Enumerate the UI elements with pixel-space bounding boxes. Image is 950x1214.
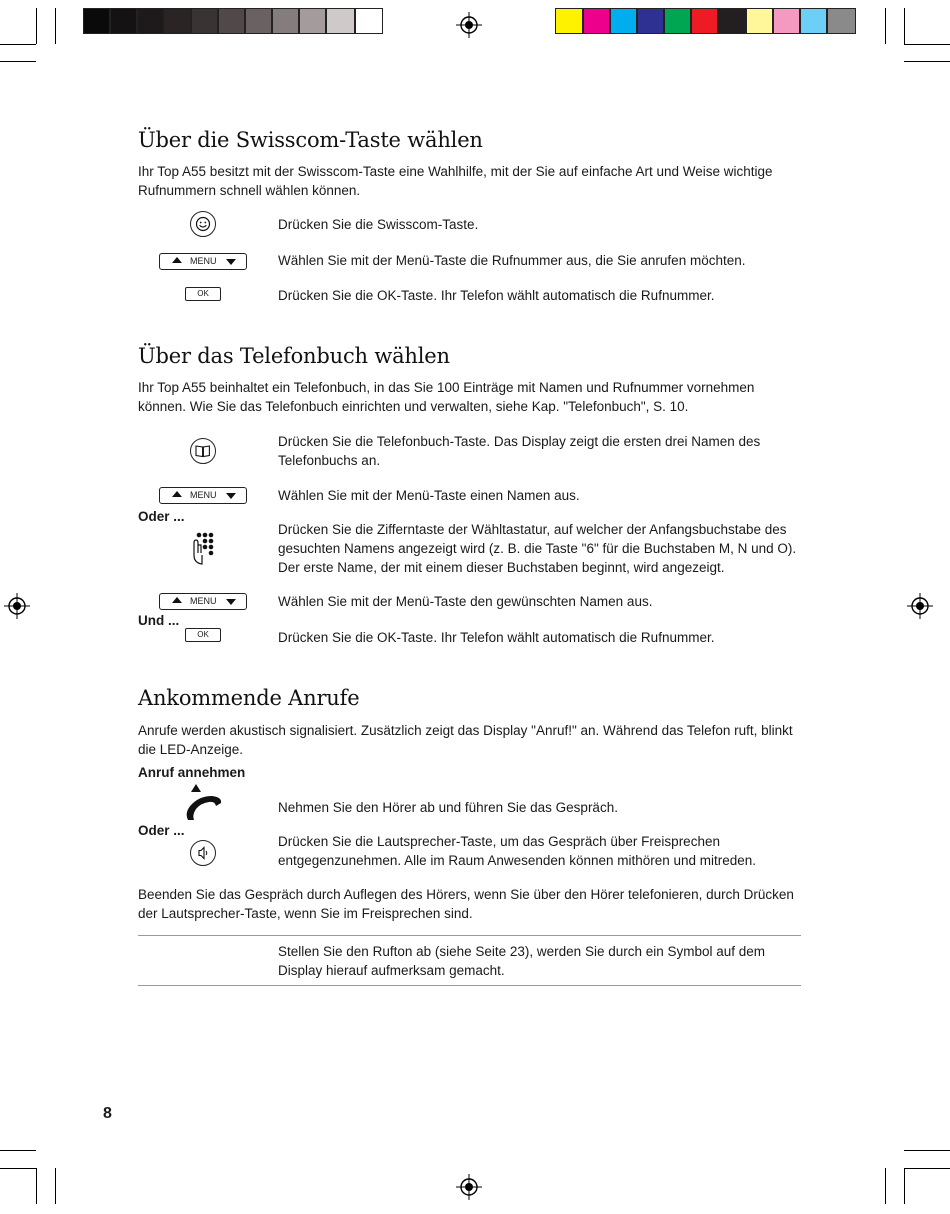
gray-swatch	[272, 8, 299, 34]
alternative-label: Und ...	[138, 613, 180, 628]
section-title-swisscom: Über die Swisscom-Taste wählen	[138, 128, 483, 152]
alternative-label: Oder ...	[138, 509, 185, 524]
color-swatch	[773, 8, 800, 34]
handset-lift-icon	[182, 784, 226, 824]
ok-key-label: OK	[197, 289, 209, 298]
gray-swatch	[326, 8, 355, 34]
subheading: Anruf annehmen	[138, 765, 246, 780]
section-intro: Anrufe werden akustisch signalisiert. Zusätzlich zeigt das Display "Anruf!" an. Während das Telefon ruft, blinkt die LED-Anzeige.	[138, 723, 793, 757]
step-text: Wählen Sie mit der Menü-Taste den gewünschten Namen aus.	[278, 594, 653, 609]
menu-key-icon	[159, 253, 247, 270]
step-text: Drücken Sie die Zifferntaste der Wähltastatur, auf welcher der Anfangsbuchstabe des gesuchten Namens angezeigt wird (z. B. die Taste "6" für die Buchstaben M, N und O). Der erste Name, der mit einem dieser Buchstaben beginnt, wird angezeigt.	[278, 522, 797, 575]
registration-mark-icon	[456, 12, 482, 38]
section-intro: Ihr Top A55 beinhaltet ein Telefonbuch, in das Sie 100 Einträge mit Namen und Rufnummer vornehmen können. Wie Sie das Telefonbuch einrichten und verwalten, siehe Kap. "Telefonbuch", S. 10.	[138, 380, 755, 414]
ok-key-icon	[185, 628, 221, 642]
step-text: Wählen Sie mit der Menü-Taste die Rufnummer aus, die Sie anrufen möchten.	[278, 253, 746, 268]
registration-mark-icon	[456, 1174, 482, 1200]
keypad-icon	[190, 531, 218, 567]
color-swatch	[800, 8, 827, 34]
registration-mark-icon	[907, 593, 933, 619]
gray-swatch	[355, 8, 383, 34]
registration-mark-icon	[4, 593, 30, 619]
gray-swatch	[83, 8, 110, 34]
step-text: Nehmen Sie den Hörer ab und führen Sie das Gespräch.	[278, 800, 618, 815]
color-swatch	[691, 8, 718, 34]
gray-swatch	[164, 8, 191, 34]
gray-swatch	[191, 8, 218, 34]
color-swatch	[664, 8, 691, 34]
step-text: Drücken Sie die Telefonbuch-Taste. Das Display zeigt die ersten drei Namen des Telefonbuchs an.	[278, 434, 761, 468]
color-swatch	[637, 8, 664, 34]
note-divider-top	[138, 935, 801, 936]
gray-swatch	[110, 8, 137, 34]
ok-key-label: OK	[197, 630, 209, 639]
note-text: Stellen Sie den Rufton ab (siehe Seite 23), werden Sie durch ein Symbol auf dem Display hierauf aufmerksam gemacht.	[278, 944, 766, 978]
color-swatch	[555, 8, 583, 34]
alternative-label: Oder ...	[138, 823, 185, 838]
step-text: Drücken Sie die OK-Taste. Ihr Telefon wählt automatisch die Rufnummer.	[278, 288, 715, 303]
menu-key-label: MENU	[190, 256, 217, 266]
menu-key-label: MENU	[190, 596, 217, 606]
section-title-incoming: Ankommende Anrufe	[138, 686, 360, 710]
ok-key-icon	[185, 287, 221, 301]
menu-key-icon	[159, 593, 247, 610]
closing-paragraph: Beenden Sie das Gespräch durch Auflegen des Hörers, wenn Sie über den Hörer telefonieren, durch Drücken der Lautsprecher-Taste, wenn Sie im Freisprechen sind.	[138, 887, 794, 921]
gray-swatch	[137, 8, 164, 34]
section-title-phonebook: Über das Telefonbuch wählen	[138, 344, 450, 368]
step-text: Drücken Sie die Swisscom-Taste.	[278, 217, 479, 232]
page-number: 8	[103, 1105, 112, 1122]
speaker-key-icon	[190, 840, 216, 866]
color-swatch	[610, 8, 637, 34]
swisscom-key-icon	[190, 211, 216, 237]
note-divider-bottom	[138, 985, 801, 986]
color-swatch	[827, 8, 856, 34]
step-text: Wählen Sie mit der Menü-Taste einen Namen aus.	[278, 488, 580, 503]
step-text: Drücken Sie die Lautsprecher-Taste, um das Gespräch über Freisprechen entgegenzunehmen. Alle im Raum Anwesenden können mithören und mitreden.	[278, 834, 757, 868]
color-swatch	[718, 8, 746, 34]
section-intro: Ihr Top A55 besitzt mit der Swisscom-Taste eine Wahlhilfe, mit der Sie auf einfache Art und Weise wichtige Rufnummern schnell wählen können.	[138, 164, 773, 198]
gray-swatch	[245, 8, 272, 34]
color-swatch	[746, 8, 773, 34]
gray-swatch	[299, 8, 326, 34]
menu-key-icon	[159, 487, 247, 504]
phonebook-key-icon	[190, 438, 216, 464]
color-swatch	[583, 8, 610, 34]
step-text: Drücken Sie die OK-Taste. Ihr Telefon wählt automatisch die Rufnummer.	[278, 630, 715, 645]
menu-key-label: MENU	[190, 490, 217, 500]
gray-swatch	[218, 8, 245, 34]
